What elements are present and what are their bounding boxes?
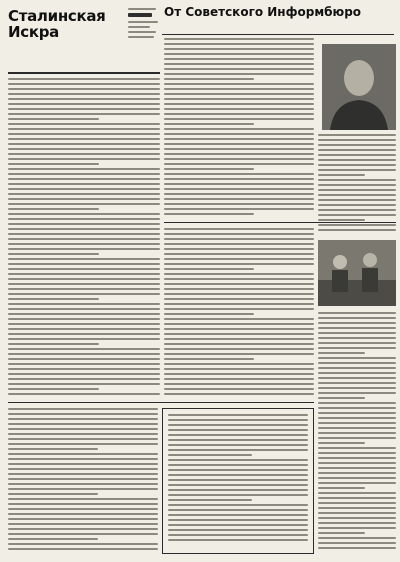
text-line-placeholder (8, 103, 160, 105)
text-line-placeholder (318, 422, 396, 424)
text-line-placeholder (8, 438, 158, 440)
text-line-placeholder (8, 313, 160, 315)
text-line-placeholder (8, 478, 158, 480)
text-line-placeholder (318, 362, 396, 364)
text-line-placeholder (318, 189, 396, 191)
text-line-placeholder (164, 168, 254, 170)
text-line-placeholder (8, 368, 160, 370)
text-line-placeholder (8, 538, 98, 540)
text-line-placeholder (318, 497, 396, 499)
text-line-placeholder (318, 502, 396, 504)
text-line-placeholder (318, 317, 396, 319)
text-line-placeholder (164, 98, 314, 100)
text-line-placeholder (318, 472, 396, 474)
text-line-placeholder (8, 378, 160, 380)
text-line-placeholder (8, 168, 160, 170)
text-line-placeholder (8, 348, 160, 350)
text-line-placeholder (164, 228, 314, 230)
text-line-placeholder (8, 308, 160, 310)
text-line-placeholder (168, 494, 308, 496)
text-line-placeholder (318, 332, 396, 334)
text-line-placeholder (318, 407, 396, 409)
text-line-placeholder (164, 118, 314, 120)
text-line-placeholder (8, 93, 160, 95)
text-line-placeholder (8, 108, 160, 110)
text-line-placeholder (8, 428, 158, 430)
text-line-placeholder (168, 524, 308, 526)
text-line-placeholder (164, 83, 314, 85)
text-line-placeholder (318, 214, 396, 216)
text-line-placeholder (8, 193, 160, 195)
front-news-text (164, 38, 314, 218)
text-line-placeholder (164, 123, 254, 125)
text-line-placeholder (164, 163, 314, 165)
text-line-placeholder (168, 414, 308, 416)
masthead-title: Сталинская Искра (8, 8, 106, 41)
text-line-placeholder (318, 522, 396, 524)
text-line-placeholder (8, 138, 160, 140)
text-line-placeholder (8, 343, 99, 345)
text-line-placeholder (8, 283, 160, 285)
text-line-placeholder (318, 467, 396, 469)
text-line-placeholder (164, 183, 314, 185)
text-line-placeholder (164, 278, 314, 280)
text-line-placeholder (164, 78, 254, 80)
headline: От Советского Информбюро (164, 6, 362, 19)
text-line-placeholder (318, 432, 396, 434)
text-line-placeholder (8, 238, 160, 240)
masthead-rule (8, 72, 160, 74)
text-line-placeholder (164, 203, 314, 205)
text-line-placeholder (8, 133, 160, 135)
text-line-placeholder (164, 143, 314, 145)
text-line-placeholder (318, 377, 396, 379)
text-line-placeholder (8, 353, 160, 355)
text-line-placeholder (8, 423, 158, 425)
text-line-placeholder (8, 488, 158, 490)
text-line-placeholder (8, 473, 158, 475)
text-line-placeholder (318, 527, 396, 529)
text-line-placeholder (318, 154, 396, 156)
text-line-placeholder (164, 103, 314, 105)
text-line-placeholder (8, 453, 158, 455)
text-line-placeholder (168, 434, 308, 436)
text-line-placeholder (168, 469, 308, 471)
text-line-placeholder (318, 477, 396, 479)
text-line-placeholder (8, 118, 99, 120)
text-line-placeholder (8, 448, 98, 450)
text-line-placeholder (318, 194, 396, 196)
text-line-placeholder (8, 393, 160, 395)
text-line-placeholder (318, 322, 396, 324)
text-line-placeholder (318, 357, 396, 359)
text-line-placeholder (318, 327, 396, 329)
text-line-placeholder (164, 348, 314, 350)
lower-left-article-text (8, 408, 158, 554)
text-line-placeholder (318, 462, 396, 464)
text-line-placeholder (8, 528, 158, 530)
text-line-placeholder (168, 444, 308, 446)
text-line-placeholder (318, 224, 396, 226)
lower-rule (8, 402, 314, 403)
text-line-placeholder (318, 482, 396, 484)
text-line-placeholder (164, 113, 314, 115)
text-line-placeholder (8, 243, 160, 245)
portrait-image (322, 44, 396, 130)
text-line-placeholder (318, 174, 365, 176)
text-line-placeholder (318, 387, 396, 389)
text-line-placeholder (168, 484, 308, 486)
text-line-placeholder (164, 338, 314, 340)
text-line-placeholder (8, 433, 158, 435)
text-line-placeholder (318, 382, 396, 384)
text-line-placeholder (164, 258, 314, 260)
text-line-placeholder (168, 419, 308, 421)
text-line-placeholder (8, 83, 160, 85)
text-line-placeholder (318, 517, 396, 519)
text-line-placeholder (164, 198, 314, 200)
text-line-placeholder (8, 233, 160, 235)
text-line-placeholder (8, 98, 160, 100)
text-line-placeholder (8, 408, 158, 410)
text-line-placeholder (318, 417, 396, 419)
text-line-placeholder (164, 253, 314, 255)
text-line-placeholder (8, 78, 160, 80)
text-line-placeholder (164, 208, 314, 210)
issue-info (128, 8, 160, 64)
text-line-placeholder (164, 128, 314, 130)
text-line-placeholder (8, 533, 158, 535)
text-line-placeholder (318, 492, 396, 494)
text-line-placeholder (318, 337, 396, 339)
text-line-placeholder (8, 218, 160, 220)
text-line-placeholder (318, 159, 396, 161)
text-line-placeholder (8, 268, 160, 270)
text-line-placeholder (8, 388, 99, 390)
text-line-placeholder (164, 248, 314, 250)
text-line-placeholder (164, 273, 314, 275)
workers-image (318, 240, 396, 306)
text-line-placeholder (168, 429, 308, 431)
text-line-placeholder (318, 402, 396, 404)
portrait-caption-text (318, 134, 396, 234)
text-line-placeholder (8, 258, 160, 260)
column-left-text (8, 78, 160, 398)
text-line-placeholder (164, 363, 314, 365)
text-line-placeholder (164, 58, 314, 60)
text-line-placeholder (318, 312, 396, 314)
text-line-placeholder (168, 514, 308, 516)
text-line-placeholder (8, 188, 160, 190)
text-line-placeholder (164, 318, 314, 320)
text-line-placeholder (164, 378, 314, 380)
text-line-placeholder (8, 273, 160, 275)
text-line-placeholder (164, 138, 314, 140)
text-line-placeholder (8, 223, 160, 225)
text-line-placeholder (168, 489, 308, 491)
text-line-placeholder (8, 463, 158, 465)
text-line-placeholder (168, 499, 252, 501)
text-line-placeholder (8, 288, 160, 290)
text-line-placeholder (318, 442, 365, 444)
text-line-placeholder (168, 424, 308, 426)
text-line-placeholder (8, 148, 160, 150)
text-line-placeholder (8, 228, 160, 230)
text-line-placeholder (318, 547, 396, 549)
text-line-placeholder (164, 358, 254, 360)
text-line-placeholder (164, 153, 314, 155)
text-line-placeholder (318, 532, 365, 534)
text-line-placeholder (8, 503, 158, 505)
text-line-placeholder (8, 523, 158, 525)
text-line-placeholder (318, 397, 365, 399)
text-line-placeholder (318, 169, 396, 171)
text-line-placeholder (318, 352, 365, 354)
text-line-placeholder (164, 383, 314, 385)
text-line-placeholder (8, 183, 160, 185)
text-line-placeholder (164, 263, 314, 265)
text-line-placeholder (8, 173, 160, 175)
text-line-placeholder (318, 229, 396, 231)
text-line-placeholder (8, 303, 160, 305)
text-line-placeholder (168, 539, 308, 541)
text-line-placeholder (8, 358, 160, 360)
text-line-placeholder (164, 308, 314, 310)
text-line-placeholder (8, 338, 160, 340)
right-column-text (318, 312, 396, 552)
text-line-placeholder (164, 373, 314, 375)
text-line-placeholder (164, 323, 314, 325)
text-line-placeholder (164, 173, 314, 175)
text-line-placeholder (164, 268, 254, 270)
text-line-placeholder (318, 392, 396, 394)
text-line-placeholder (8, 513, 158, 515)
text-line-placeholder (8, 518, 158, 520)
text-line-placeholder (164, 38, 314, 40)
text-line-placeholder (168, 449, 308, 451)
text-line-placeholder (318, 149, 396, 151)
text-line-placeholder (318, 347, 396, 349)
text-line-placeholder (8, 263, 160, 265)
mid-article-text (164, 228, 314, 398)
text-line-placeholder (164, 298, 314, 300)
text-line-placeholder (318, 437, 396, 439)
text-line-placeholder (168, 534, 308, 536)
text-line-placeholder (164, 213, 254, 215)
text-line-placeholder (318, 199, 396, 201)
workers-photo (318, 240, 396, 306)
text-line-placeholder (8, 548, 158, 550)
text-line-placeholder (164, 283, 314, 285)
text-line-placeholder (318, 457, 396, 459)
text-line-placeholder (8, 198, 160, 200)
text-line-placeholder (318, 412, 396, 414)
text-line-placeholder (318, 542, 396, 544)
text-line-placeholder (164, 178, 314, 180)
text-line-placeholder (164, 188, 314, 190)
text-line-placeholder (318, 427, 396, 429)
text-line-placeholder (164, 393, 314, 395)
text-line-placeholder (8, 123, 160, 125)
text-line-placeholder (318, 134, 396, 136)
text-line-placeholder (8, 128, 160, 130)
text-line-placeholder (164, 333, 314, 335)
text-line-placeholder (168, 459, 308, 461)
text-line-placeholder (164, 238, 314, 240)
text-line-placeholder (164, 88, 314, 90)
text-line-placeholder (318, 164, 396, 166)
text-line-placeholder (318, 342, 396, 344)
text-line-placeholder (164, 193, 314, 195)
text-line-placeholder (8, 493, 98, 495)
text-line-placeholder (318, 487, 365, 489)
text-line-placeholder (164, 368, 314, 370)
text-line-placeholder (8, 178, 160, 180)
text-line-placeholder (164, 148, 314, 150)
text-line-placeholder (8, 163, 99, 165)
text-line-placeholder (318, 512, 396, 514)
text-line-placeholder (168, 479, 308, 481)
text-line-placeholder (164, 343, 314, 345)
text-line-placeholder (8, 373, 160, 375)
text-line-placeholder (318, 204, 396, 206)
text-line-placeholder (164, 313, 254, 315)
text-line-placeholder (8, 458, 158, 460)
text-line-placeholder (164, 293, 314, 295)
text-line-placeholder (164, 233, 314, 235)
text-line-placeholder (8, 323, 160, 325)
text-line-placeholder (318, 179, 396, 181)
text-line-placeholder (164, 73, 314, 75)
text-line-placeholder (164, 53, 314, 55)
text-line-placeholder (8, 248, 160, 250)
text-line-placeholder (164, 93, 314, 95)
text-line-placeholder (168, 529, 308, 531)
text-line-placeholder (8, 333, 160, 335)
text-line-placeholder (8, 203, 160, 205)
text-line-placeholder (8, 158, 160, 160)
text-line-placeholder (8, 413, 158, 415)
text-line-placeholder (8, 483, 158, 485)
text-line-placeholder (168, 439, 308, 441)
text-line-placeholder (318, 372, 396, 374)
text-line-placeholder (164, 158, 314, 160)
text-line-placeholder (164, 63, 314, 65)
text-line-placeholder (8, 113, 160, 115)
text-line-placeholder (8, 363, 160, 365)
text-line-placeholder (8, 418, 158, 420)
text-line-placeholder (318, 452, 396, 454)
text-line-placeholder (8, 293, 160, 295)
text-line-placeholder (8, 213, 160, 215)
text-line-placeholder (318, 367, 396, 369)
text-line-placeholder (8, 318, 160, 320)
text-line-placeholder (164, 68, 314, 70)
text-line-placeholder (8, 253, 99, 255)
portrait-photo (322, 44, 396, 130)
text-line-placeholder (164, 133, 314, 135)
text-line-placeholder (164, 108, 314, 110)
text-line-placeholder (8, 153, 160, 155)
text-line-placeholder (8, 328, 160, 330)
text-line-placeholder (164, 328, 314, 330)
text-line-placeholder (8, 143, 160, 145)
text-line-placeholder (8, 498, 158, 500)
text-line-placeholder (8, 88, 160, 90)
text-line-placeholder (164, 353, 314, 355)
text-line-placeholder (168, 504, 308, 506)
masthead (8, 8, 126, 70)
text-line-placeholder (318, 139, 396, 141)
framed-article-text (168, 414, 308, 548)
text-line-placeholder (8, 468, 158, 470)
text-line-placeholder (8, 298, 99, 300)
text-line-placeholder (8, 543, 158, 545)
text-line-placeholder (168, 474, 308, 476)
text-line-placeholder (8, 383, 160, 385)
text-line-placeholder (8, 443, 158, 445)
text-line-placeholder (164, 243, 314, 245)
text-line-placeholder (318, 507, 396, 509)
text-line-placeholder (318, 144, 396, 146)
mid-rule (164, 222, 396, 223)
text-line-placeholder (168, 519, 308, 521)
headline-rule (162, 34, 394, 35)
text-line-placeholder (168, 509, 308, 511)
text-line-placeholder (168, 454, 252, 456)
text-line-placeholder (318, 184, 396, 186)
text-line-placeholder (318, 209, 396, 211)
text-line-placeholder (164, 288, 314, 290)
text-line-placeholder (164, 48, 314, 50)
text-line-placeholder (318, 537, 396, 539)
text-line-placeholder (168, 464, 308, 466)
text-line-placeholder (8, 278, 160, 280)
text-line-placeholder (318, 447, 396, 449)
text-line-placeholder (318, 219, 365, 221)
text-line-placeholder (164, 388, 314, 390)
text-line-placeholder (164, 43, 314, 45)
text-line-placeholder (164, 303, 314, 305)
text-line-placeholder (8, 508, 158, 510)
text-line-placeholder (8, 208, 99, 210)
